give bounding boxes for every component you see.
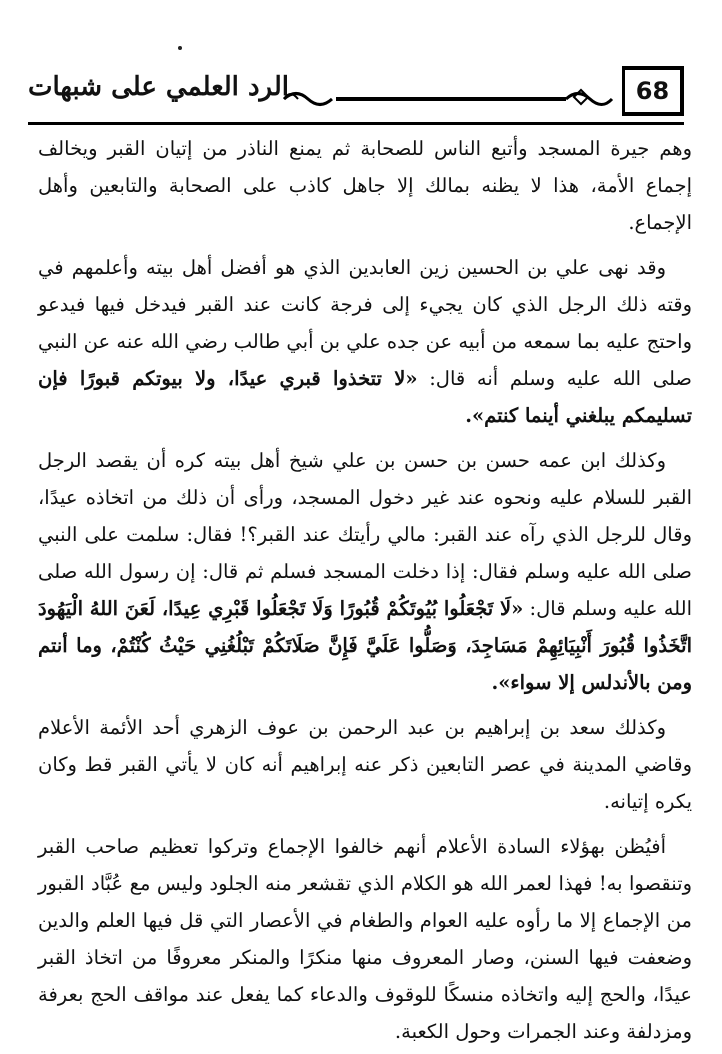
header-ornament-icon bbox=[276, 86, 616, 112]
paragraph bbox=[38, 249, 692, 434]
page-number: 68 bbox=[622, 66, 684, 116]
paragraph-text: وقد نهى علي بن الحسين زين العابدين الذي هو أفضل أهل بيته وأعلمهم في وقته ذلك الرجل الذي كان يجيء إلى فرجة كانت عند القبر فيدخل فيها فيدعو واحتج عليه بما سمعه من أبيه عن جده علي بن أبي طالب رضي الله عنه عن النبي صلى الله عليه وسلم أنه قال: bbox=[38, 256, 692, 390]
quoted-hadith: «لا تتخذوا قبري عيدًا، ولا بيوتكم قبورًا فإن تسليمكم يبلغني أينما كنتم». bbox=[38, 367, 692, 427]
paragraph-text: أفيُظن بهؤلاء السادة الأعلام أنهم خالفوا الإجماع وتركوا تعظيم صاحب القبر وتنقصوا به! فهذا لعمر الله هو الكلام الذي تقشعر منه الجلود وليس مع عُبَّاد القبور من الإجماع إلا ما رأوه عليه العوام والطغام في الأعصار التي قل فيها العلم والدين وضعفت فيها السنن، وصار المعروف منها منكرًا والمنكر معروفًا من اتخاذ القبر عيدًا، والحج إليه واتخاذه منسكًا للوقوف والدعاء كما يفعل عند مواقف الحج بعرفة ومزدلفة وعند الجمرات وحول الكعبة. bbox=[38, 835, 692, 1043]
paragraph-text: وهم جيرة المسجد وأتبع الناس للصحابة ثم يمنع الناذر من إتيان القبر ويخالف إجماع الأمة، هذا لا يظنه بمالك إلا جاهل كاذب على الصحابة والتابعين وأهل الإجماع. bbox=[38, 137, 692, 234]
paragraph-text: وكذلك سعد بن إبراهيم بن عبد الرحمن بن عوف الزهري أحد الأئمة الأعلام وقاضي المدينة في عصر التابعين ذكر عنه إبراهيم أنه كان لا يأتي القبر قط وكان يكره إتيانه. bbox=[38, 716, 692, 813]
paragraph bbox=[38, 828, 692, 1050]
quoted-hadith: «لَا تَجْعَلُوا بُيُوتَكُمْ قُبُورًا وَلَا تَجْعَلُوا قَبْرِي عِيدًا، لَعَنَ اللهُ الْيَهُودَ اتَّخَذُوا قُبُورَ أَنْبِيَائِهِمْ مَسَاجِدَ، وَصَلُّوا عَلَيَّ فَإِنَّ صَلَاتَكُمْ تَبْلُغُنِي حَيْثُ كُنْتُمْ، وما أنتم ومن بالأندلس إلا سواء». bbox=[38, 597, 692, 694]
paragraph bbox=[38, 130, 692, 241]
paragraph-text: وكذلك ابن عمه حسن بن حسن بن علي شيخ أهل بيته كره أن يقصد الرجل القبر للسلام عليه ونحوه عند غير دخول المسجد، ورأى أن ذلك من اتخاذه عيدًا، وقال للرجل الذي رآه عند القبر: مالي رأيتك عند القبر؟! فقال: سلمت على النبي صلى الله عليه وسلم فقال: إذا دخلت المسجد فسلم ثم قال: إن رسول الله صلى الله عليه وسلم قال: bbox=[38, 449, 692, 620]
page-header bbox=[28, 62, 684, 130]
running-title: الرد العلمي على شبهات bbox=[28, 72, 290, 102]
body-text bbox=[38, 130, 692, 1054]
page-dot bbox=[178, 46, 182, 50]
header-rule bbox=[28, 122, 684, 125]
paragraph bbox=[38, 442, 692, 701]
paragraph bbox=[38, 709, 692, 820]
